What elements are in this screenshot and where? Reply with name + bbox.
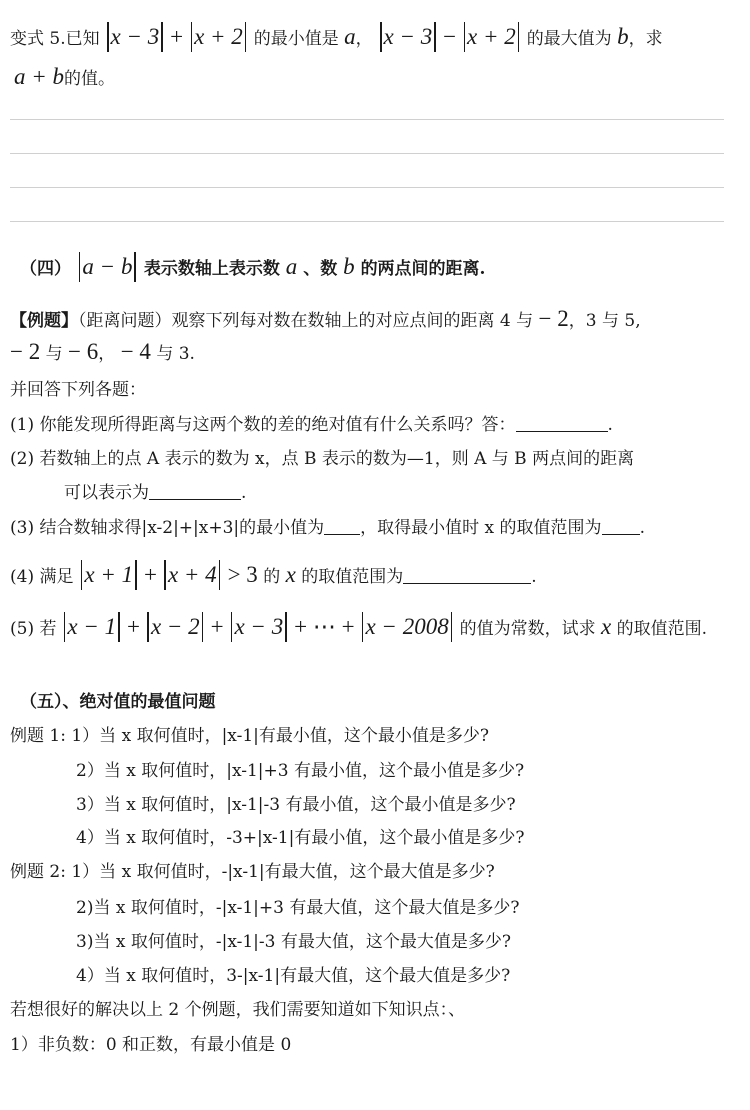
- abs-bar: [118, 612, 120, 642]
- answer-line: [10, 221, 724, 222]
- q5-var: x: [601, 614, 612, 639]
- abs-bar: [380, 22, 382, 52]
- minus-sign: −: [443, 24, 457, 49]
- abs-bar: [81, 560, 83, 590]
- example2-item: 3)当 x 取何值时，-|x-1|-3 有最大值，这个最大值是多少?: [76, 932, 511, 952]
- question-2-line2: [64, 478, 246, 503]
- question-text: 的取值范围为: [301, 567, 404, 587]
- var-b: b: [617, 24, 629, 49]
- q5-expr2: x − 2: [150, 614, 200, 639]
- example-text5: 与 3.: [156, 344, 195, 364]
- variant5-tail: ，求: [628, 29, 663, 49]
- q5-expr1: x − 1: [67, 614, 117, 639]
- example2-item: 2)当 x 取何值时，-|x-1|+3 有最大值，这个最大值是多少?: [76, 898, 520, 918]
- knowledge-intro: 若想很好的解决以上 2 个例题，我们需要知道如下知识点：、: [10, 1000, 466, 1020]
- variant5-line1: [10, 22, 663, 52]
- question-2: [10, 444, 634, 469]
- example2-row: [10, 857, 495, 882]
- question-number: (4): [10, 567, 35, 587]
- section4-text1: 表示数轴上表示数: [143, 259, 280, 279]
- abs-bar: [107, 22, 109, 52]
- question-text: 若: [39, 619, 57, 639]
- example2-item: 1）当 x 取何值时，-|x-1|有最大值，这个最大值是多少?: [71, 862, 495, 882]
- abs-bar: [64, 612, 66, 642]
- expr1-b: x + 2: [194, 24, 243, 49]
- example1-item: 2）当 x 取何值时，|x-1|+3 有最小值，这个最小值是多少?: [76, 761, 525, 781]
- example-text2: ，3 与 5,: [568, 311, 641, 331]
- example-line2: [10, 339, 195, 365]
- abs-bar: [231, 612, 233, 642]
- expr1-a: x − 3: [110, 24, 160, 49]
- abs-bar: [135, 560, 137, 590]
- abs-bar: [202, 612, 204, 642]
- section4-heading: [20, 252, 485, 282]
- q5-dots: + ⋯ +: [294, 614, 355, 639]
- question-1: [10, 410, 613, 435]
- expr2-a: x − 3: [383, 24, 433, 49]
- question-text: ，取得最小值时 x 的取值范围为: [360, 518, 602, 538]
- answer-line: [10, 187, 724, 188]
- expr2-b: x + 2: [467, 24, 516, 49]
- question-text: 的: [263, 567, 281, 587]
- question-text: 的值为常数，试求: [459, 619, 596, 639]
- question-text: 的取值范围.: [616, 619, 708, 639]
- example1-item: 4）当 x 取何值时，-3+|x-1|有最小值，这个最小值是多少?: [76, 828, 525, 848]
- abs-bar: [434, 22, 436, 52]
- abs-bar: [134, 252, 136, 282]
- sum-expr: a + b: [14, 64, 65, 89]
- q5-expr4: x − 2008: [365, 614, 449, 639]
- plus-sign: +: [144, 562, 158, 587]
- question-4: [10, 560, 537, 590]
- question-number: (1): [10, 415, 35, 435]
- example-text3: 与: [45, 344, 63, 364]
- section4-text3: 的两点间的距离.: [360, 259, 486, 279]
- abs-bar: [164, 560, 166, 590]
- abs-bar: [518, 22, 520, 52]
- section4-expr: a − b: [82, 254, 133, 279]
- question-text: 可以表示为: [64, 483, 149, 503]
- variant5-mid2: 的最大值为: [526, 29, 612, 49]
- abs-bar: [464, 22, 466, 52]
- comma: ，: [355, 29, 373, 49]
- var-a: a: [344, 24, 356, 49]
- period: .: [639, 518, 645, 538]
- answer-line: [10, 153, 724, 154]
- question-number: (5): [10, 619, 35, 639]
- abs-bar: [161, 22, 163, 52]
- question-3: [10, 513, 645, 538]
- example-num3: − 6: [68, 339, 99, 364]
- answer-line: [10, 119, 724, 120]
- answer-blank[interactable]: [324, 534, 360, 535]
- example1-label: 例题 1:: [10, 726, 66, 746]
- section4-prefix: （四）: [20, 259, 71, 279]
- example-num4: − 4: [120, 339, 151, 364]
- plus-sign: +: [127, 614, 141, 639]
- q4-expr2: x + 4: [167, 562, 217, 587]
- question-number: (2): [10, 449, 35, 469]
- example-text1: （距离问题）观察下列每对数在数轴上的对应点间的距离 4 与: [78, 311, 534, 331]
- variant5-lead: 变式 5.已知: [10, 29, 100, 49]
- section4-var-b: b: [343, 254, 355, 279]
- plus-sign: +: [170, 24, 184, 49]
- q4-var: x: [285, 562, 296, 587]
- answer-blank[interactable]: [516, 431, 608, 432]
- abs-bar: [285, 612, 287, 642]
- section4-var-a: a: [285, 254, 298, 279]
- question-text: 满足: [39, 567, 74, 587]
- example-label: 【例题】: [10, 311, 78, 331]
- period: .: [607, 415, 613, 435]
- question-text: 结合数轴求得|x-2|+|x+3|的最小值为: [39, 518, 325, 538]
- example-text4: ，: [98, 344, 116, 364]
- question-5: [10, 612, 707, 642]
- question-text: 你能发现所得距离与这两个数的差的绝对值有什么关系吗？答：: [39, 415, 516, 435]
- example1-row: [10, 721, 489, 746]
- example1-item: 1）当 x 取何值时，|x-1|有最小值，这个最小值是多少?: [71, 726, 489, 746]
- period: .: [241, 483, 247, 503]
- example-num2: − 2: [10, 339, 41, 364]
- period: .: [531, 567, 537, 587]
- question-text: 若数轴上的点 A 表示的数为 x，点 B 表示的数为—1，则 A 与 B 两点间的距离: [39, 449, 635, 469]
- example-num1: − 2: [538, 306, 569, 331]
- example-line1: [10, 306, 641, 332]
- answer-prompt: 并回答下列各题：: [10, 380, 146, 400]
- abs-bar: [147, 612, 149, 642]
- abs-bar: [362, 612, 364, 642]
- q5-expr3: x − 3: [234, 614, 284, 639]
- variant5-mid: 的最小值是: [253, 29, 339, 49]
- section5-title: （五）、绝对值的最值问题: [20, 692, 216, 712]
- abs-bar: [79, 252, 81, 282]
- abs-bar: [191, 22, 193, 52]
- plus-sign: +: [210, 614, 224, 639]
- example2-label: 例题 2:: [10, 862, 66, 882]
- q4-inequality: > 3: [227, 562, 258, 587]
- q4-expr1: x + 1: [84, 562, 134, 587]
- abs-bar: [245, 22, 247, 52]
- example2-item: 4）当 x 取何值时，3-|x-1|有最大值，这个最大值是多少?: [76, 966, 511, 986]
- example1-item: 3）当 x 取何值时，|x-1|-3 有最小值，这个最小值是多少?: [76, 795, 516, 815]
- variant5-line2-tail: 的值。: [64, 69, 116, 89]
- question-number: (3): [10, 518, 35, 538]
- abs-bar: [451, 612, 453, 642]
- answer-blank[interactable]: [403, 583, 531, 584]
- answer-blank[interactable]: [602, 534, 640, 535]
- section4-text2: 、数: [303, 259, 338, 279]
- abs-bar: [219, 560, 221, 590]
- answer-blank[interactable]: [149, 499, 241, 500]
- variant5-line2: [14, 64, 115, 90]
- knowledge-point-1: 1）非负数：0 和正数，有最小值是 0: [10, 1035, 292, 1055]
